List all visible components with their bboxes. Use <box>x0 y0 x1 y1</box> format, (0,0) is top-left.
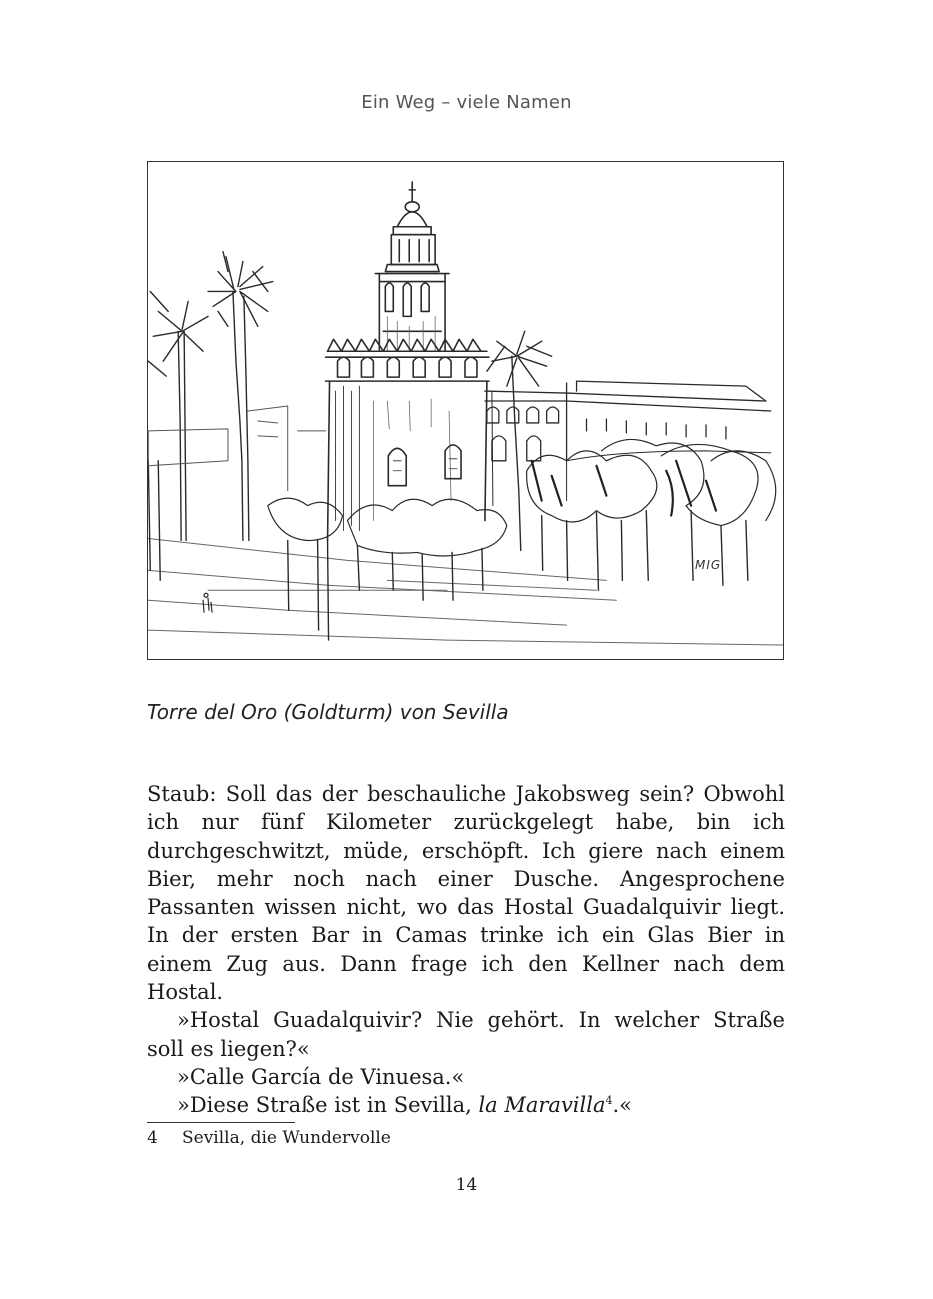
paragraph <box>147 1091 785 1119</box>
paragraph: »Hostal Guadalquivir? Nie gehört. In welcher Straße soll es liegen?« <box>147 1008 785 1061</box>
paragraph-text: »Diese Straße ist in Sevilla, <box>177 1093 479 1118</box>
italic-phrase: la Maravilla <box>478 1093 606 1118</box>
page-number: 14 <box>455 1175 478 1195</box>
building-left <box>148 406 325 491</box>
tower-sketch <box>148 162 783 659</box>
tower-main <box>326 339 489 540</box>
footnote-number: 4 <box>147 1128 158 1148</box>
artist-signature: MIG <box>695 558 722 572</box>
footnote-text: Sevilla, die Wundervolle <box>182 1128 391 1148</box>
running-head: Ein Weg – viele Namen <box>361 92 572 113</box>
sketch-illustration <box>147 161 784 660</box>
ground-lines <box>148 538 782 645</box>
trunks <box>148 461 748 640</box>
figure-caption: Torre del Oro (Goldturm) von Sevilla <box>147 700 509 724</box>
people <box>203 593 212 612</box>
paragraph: »Calle García de Vinuesa.« <box>177 1064 465 1089</box>
paragraph-text: .« <box>612 1093 633 1118</box>
tower-upper <box>375 182 449 351</box>
footnote-rule <box>147 1122 295 1123</box>
footnote <box>147 1128 391 1148</box>
body-text <box>147 780 785 1120</box>
footnote-ref: 4 <box>605 1094 613 1108</box>
paragraph: Staub: Soll das der beschauliche Jakobsweg sein? Obwohl ich nur fünf Kilometer zurückgelegt habe, bin ich durchgeschwitzt, müde, erschöpft. Ich giere nach einem Bier, mehr noch nach einer Dusche. Angesprochene Passanten wissen nicht, wo das Hostal Guadalquivir liegt. In der ersten Bar in Camas trinke ich ein Glas Bier in einem Zug aus. Dann frage ich den Kellner nach dem Hostal. <box>147 782 785 1005</box>
